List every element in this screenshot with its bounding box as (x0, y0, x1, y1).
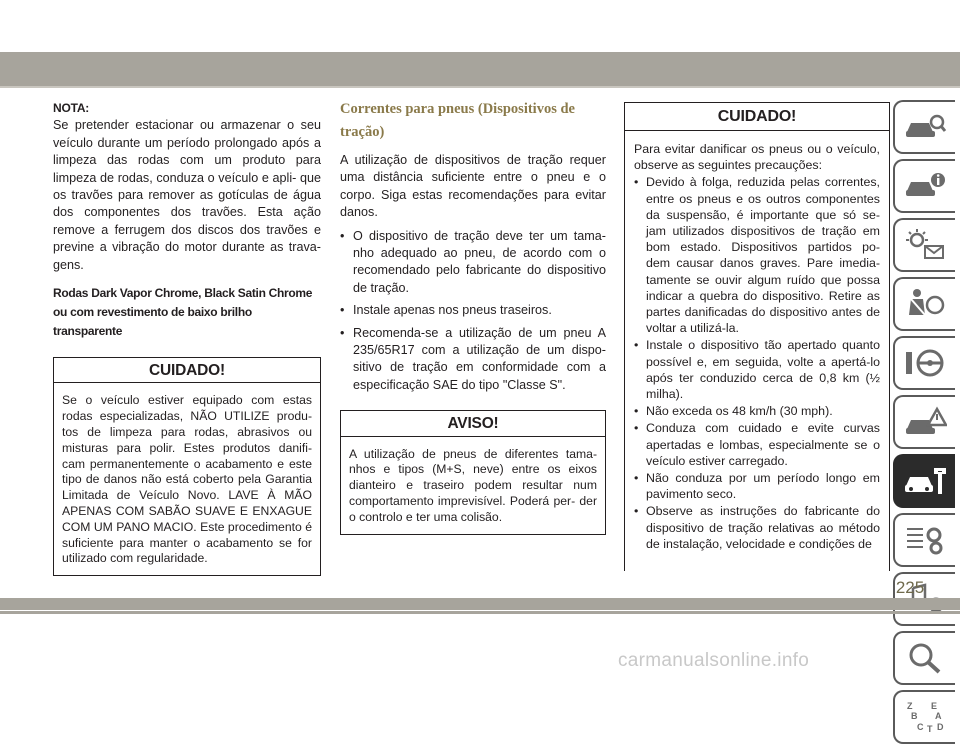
note-text: Se pretender estacionar ou armazenar o seu veículo durante um período prolongado após a limpeza das rodas com um produto para limpeza de rodas, conduza o veículo e apli- que os travões para remover as gotículas de água dos componentes dos travões. Esta ação remove a ferrugem dos discos dos travões e previne a vibração do motor durante as trava- gens. (53, 118, 321, 272)
list-item: • O dispositivo de tração deve ter um tama- nho adequado ao pneu, de acordo com o recomendado pelo fabricante do dispositivo de tração. (340, 228, 606, 295)
index-letter: D (937, 722, 944, 732)
list-item: • Não exceda os 48 km/h (30 mph). (634, 404, 833, 419)
list-item: • Instale o dispositivo tão apertado quanto possível e, em seguida, volte a apertá-lo após ter conduzido cerca de 0,8 km (½ milha). (634, 338, 880, 402)
warning-box (340, 410, 606, 534)
index-letter: C (917, 722, 924, 732)
bullet-icon: • (634, 404, 639, 419)
steering-wheel-icon (903, 346, 947, 380)
car-wrench-icon (903, 464, 947, 498)
index-letter: A (935, 711, 942, 721)
wheels-subheading: Rodas Dark Vapor Chrome, Black Satin Chrome ou com revestimento de baixo brilho transparente (53, 286, 313, 339)
caution-title: CUIDADO! (54, 358, 320, 383)
caution-text: Se o veículo estiver equipado com estas rodas especializadas, NÃO UTILIZE produ- tos de limpeza para rodas, abrasivos ou misturas para polir. Estes produtos danifi- cam permanentemente o acabamento e este tipo de danos não está coberto pela Garantia Limitada de Veículo Novo. LAVE À MÃO APENAS COM SABÃO SUAVE E ENXAGUE COM UM PANO MACIO. Este procedimento é suficiente para manter o acabamento se for utilizado com regularidade. (62, 393, 312, 566)
list-item: • Observe as instruções do fabricante do dispositivo de tração relativas ao método de instalação, velocidade e condições de (634, 504, 880, 551)
bullet-icon: • (340, 228, 345, 243)
tab-warning-lights[interactable] (893, 218, 955, 272)
specs-gears-icon (903, 523, 947, 557)
bullet-icon: • (340, 325, 345, 340)
header-band (0, 52, 960, 86)
index-letter: Z (907, 701, 913, 711)
tire-chains-list (340, 228, 606, 395)
bullet-icon: • (634, 471, 639, 486)
tab-search[interactable] (893, 631, 955, 685)
car-hazard-icon (903, 405, 947, 439)
list-item: • Recomenda-se a utilização de um pneu A 235/65R17 com a utilização de um dispo- sitivo de tração em conformidade com a especificação SAE do tipo "Classe S". (340, 325, 606, 392)
search-icon (903, 641, 947, 675)
bullet-icon: • (634, 421, 639, 436)
caution-list (634, 174, 880, 552)
warning-text: A utilização de pneus de diferentes tama- nhos e tipos (M+S, neve) entre os eixos dianteiro e traseiro podem resultar num comportamento imprevisível. Poderá per- der o controlo e ter uma colisão. (349, 446, 597, 524)
caution-box-chains (624, 102, 890, 571)
bullet-icon: • (634, 504, 639, 519)
column-middle (340, 100, 606, 535)
tab-car-magnifier[interactable] (893, 100, 955, 154)
tab-steering-wheel[interactable] (893, 336, 955, 390)
seatbelt-airbag-icon (903, 287, 947, 321)
tab-alphabet-index[interactable] (893, 690, 955, 744)
list-item: • Conduza com cuidado e evite curvas apertadas e lombas, especialmente se o veículo estiver carregado. (634, 421, 880, 468)
bullet-icon: • (634, 338, 639, 353)
alphabet-index-icon (903, 700, 947, 734)
list-item: • Devido à folga, reduzida pelas correntes, entre os pneus e os outros componentes da suspensão, é importante que só se- jam utilizados dispositivos de tração em bom estado. Dispositivos partidos po- dem causar danos graves. Pare imedia- tamente se ouvir algum ruído que possa indicar a quebra do dispositivo. Retire as partes danificadas do dispositivo antes de voltar a utilizá-la. (634, 175, 880, 336)
list-item: • Não conduza por um período longo em pavimento seco. (634, 471, 880, 502)
bullet-icon: • (340, 303, 345, 318)
warning-title: AVISO! (341, 411, 605, 436)
car-magnifier-icon (903, 110, 947, 144)
bullet-icon: • (634, 175, 639, 190)
index-letter: B (911, 711, 918, 721)
caution-body (625, 131, 889, 552)
tab-seatbelt-airbag[interactable] (893, 277, 955, 331)
header-divider (0, 86, 960, 88)
column-left (53, 100, 321, 576)
tab-car-hazard[interactable] (893, 395, 955, 449)
warning-lights-icon (903, 228, 947, 262)
caution-box-wheels (53, 357, 321, 576)
list-item: • Instale apenas nos pneus traseiros. (340, 302, 606, 319)
chapter-tabs (893, 100, 960, 749)
caution-intro: Para evitar danificar os pneus ou o veículo, observe as seguintes precauções: (634, 142, 880, 173)
watermark: carmanualsonline.info (618, 650, 810, 671)
footer-divider (0, 611, 960, 614)
car-info-icon (903, 169, 947, 203)
tab-specs-gears[interactable] (893, 513, 955, 567)
tire-chains-intro: A utilização de dispositivos de tração requer uma distância suficiente entre o pneu e o corpo. Siga estas recomendações para evitar danos. (340, 153, 606, 220)
footer-band (0, 598, 960, 610)
note-label: NOTA: (53, 101, 90, 115)
index-letter: E (931, 701, 938, 711)
section-title-tire-chains: Correntes para pneus (Dispositivos de tração) (340, 101, 575, 140)
caution-title: CUIDADO! (625, 103, 889, 131)
tab-car-info[interactable] (893, 159, 955, 213)
index-letter: T (927, 724, 933, 734)
tab-car-wrench[interactable] (893, 454, 955, 508)
page-number: 225 (895, 578, 925, 597)
